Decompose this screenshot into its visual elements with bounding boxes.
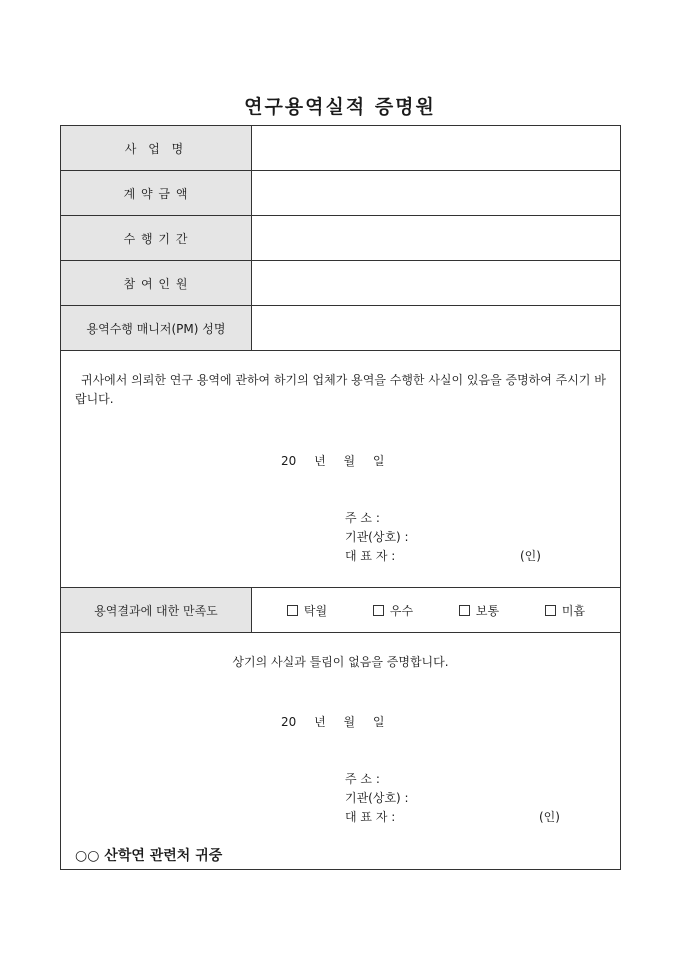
satisfaction-option-label: 우수 <box>389 603 414 618</box>
field-value-period[interactable] <box>252 216 620 260</box>
request-text: 귀사에서 의뢰한 연구 용역에 관하여 하기의 업체가 용역을 수행한 사실이 있음을 증명하여 주시기 바랍니다. <box>75 373 606 406</box>
checkbox-icon <box>373 605 384 616</box>
satisfaction-label: 용역결과에 대한 만족도 <box>61 588 252 632</box>
certification-section <box>61 633 620 869</box>
satisfaction-option-good[interactable] <box>373 602 413 619</box>
field-value-personnel[interactable] <box>252 261 620 305</box>
field-label-pm-name: 용역수행 매니저(PM) 성명 <box>61 306 252 350</box>
checkbox-icon <box>545 605 556 616</box>
field-label-project-name: 사 업 명 <box>61 126 252 170</box>
request-section <box>61 351 620 588</box>
satisfaction-option-label: 보통 <box>475 603 500 618</box>
certification-address-label: 주 소 : <box>345 772 380 786</box>
field-row-contract-amount <box>61 171 620 216</box>
request-seal: (인) <box>520 549 541 563</box>
certification-date: 20 년 월 일 <box>281 715 385 729</box>
satisfaction-row <box>61 588 620 633</box>
field-value-project-name[interactable] <box>252 126 620 170</box>
field-row-personnel <box>61 261 620 306</box>
checkbox-icon <box>459 605 470 616</box>
certification-org-label: 기관(상호) : <box>345 791 409 805</box>
field-row-project-name <box>61 126 620 171</box>
satisfaction-option-label: 탁월 <box>303 603 328 618</box>
field-row-pm-name <box>61 306 620 351</box>
certification-seal: (인) <box>539 810 560 824</box>
recipient-footer: ○○ 산학연 관련처 귀중 <box>75 848 223 864</box>
request-signature-block <box>345 509 409 566</box>
certification-rep-label: 대 표 자 : <box>345 810 396 824</box>
certification-signature-block <box>345 770 409 827</box>
request-org-label: 기관(상호) : <box>345 530 409 544</box>
field-value-contract-amount[interactable] <box>252 171 620 215</box>
request-date: 20 년 월 일 <box>281 454 385 468</box>
checkbox-icon <box>287 605 298 616</box>
field-value-pm-name[interactable] <box>252 306 620 350</box>
satisfaction-option-average[interactable] <box>459 602 499 619</box>
field-label-contract-amount: 계 약 금 액 <box>61 171 252 215</box>
certificate-form <box>60 125 621 870</box>
document-title: 연구용역실적 증명원 <box>244 96 436 118</box>
request-rep-label: 대 표 자 : <box>345 549 396 563</box>
satisfaction-options <box>252 588 620 632</box>
field-row-period <box>61 216 620 261</box>
satisfaction-option-excellent[interactable] <box>287 602 327 619</box>
satisfaction-option-label: 미흡 <box>561 603 586 618</box>
request-address-label: 주 소 : <box>345 511 380 525</box>
field-label-period: 수 행 기 간 <box>61 216 252 260</box>
certification-text: 상기의 사실과 틀림이 없음을 증명합니다. <box>232 655 449 669</box>
satisfaction-option-poor[interactable] <box>545 602 585 619</box>
field-label-personnel: 참 여 인 원 <box>61 261 252 305</box>
